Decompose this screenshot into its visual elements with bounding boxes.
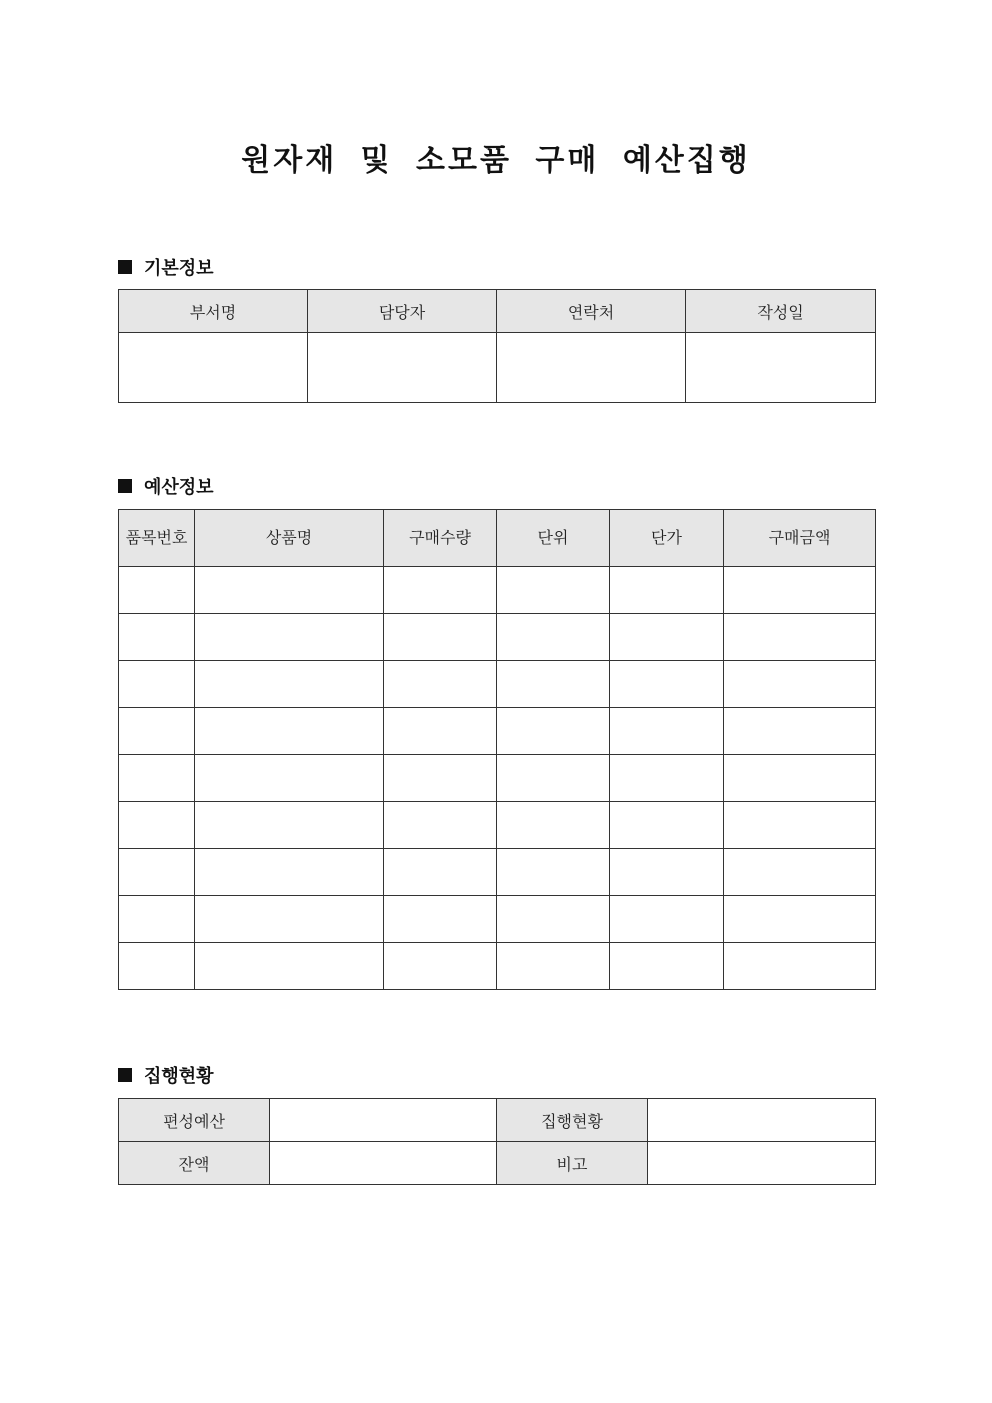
budget-info-table — [118, 509, 876, 990]
balance-label: 잔액 — [119, 1142, 270, 1185]
budget-row — [119, 802, 876, 849]
black-square-icon — [118, 260, 132, 274]
unit-price-cell[interactable] — [610, 661, 724, 708]
item-number-cell[interactable] — [119, 849, 195, 896]
purchase-amount-cell[interactable] — [724, 708, 876, 755]
execution-status-table — [118, 1098, 876, 1185]
document-title: 원자재 및 소모품 구매 예산집행 — [241, 143, 751, 178]
budget-row — [119, 943, 876, 990]
item-number-cell[interactable] — [119, 661, 195, 708]
header-product-name: 상품명 — [195, 510, 384, 567]
header-item-number: 품목번호 — [119, 510, 195, 567]
unit-cell[interactable] — [497, 849, 610, 896]
basic-info-heading — [118, 254, 214, 280]
planned-budget-field[interactable] — [270, 1099, 497, 1142]
budget-row — [119, 614, 876, 661]
header-date-written: 작성일 — [686, 290, 876, 333]
purchase-amount-cell[interactable] — [724, 802, 876, 849]
header-purchase-quantity: 구매수량 — [384, 510, 497, 567]
purchase-quantity-cell[interactable] — [384, 849, 497, 896]
budget-row — [119, 708, 876, 755]
unit-cell[interactable] — [497, 802, 610, 849]
purchase-quantity-cell[interactable] — [384, 943, 497, 990]
purchase-amount-cell[interactable] — [724, 614, 876, 661]
unit-cell[interactable] — [497, 661, 610, 708]
header-department: 부서명 — [119, 290, 308, 333]
item-number-cell[interactable] — [119, 802, 195, 849]
basic-info-header-row — [119, 290, 876, 333]
budget-table-body — [119, 567, 876, 990]
purchase-quantity-cell[interactable] — [384, 614, 497, 661]
purchase-quantity-cell[interactable] — [384, 708, 497, 755]
item-number-cell[interactable] — [119, 943, 195, 990]
black-square-icon — [118, 1068, 132, 1082]
basic-info-table — [118, 289, 876, 403]
basic-info-heading-label: 기본정보 — [144, 258, 214, 279]
purchase-quantity-cell[interactable] — [384, 896, 497, 943]
product-name-cell[interactable] — [195, 614, 384, 661]
execution-row-2 — [119, 1142, 876, 1185]
purchase-amount-cell[interactable] — [724, 567, 876, 614]
contact-field[interactable] — [497, 333, 686, 403]
unit-cell[interactable] — [497, 755, 610, 802]
department-field[interactable] — [119, 333, 308, 403]
budget-row — [119, 567, 876, 614]
header-unit: 단위 — [497, 510, 610, 567]
purchase-amount-cell[interactable] — [724, 896, 876, 943]
item-number-cell[interactable] — [119, 755, 195, 802]
remarks-field[interactable] — [648, 1142, 876, 1185]
product-name-cell[interactable] — [195, 896, 384, 943]
budget-header-row — [119, 510, 876, 567]
planned-budget-label: 편성예산 — [119, 1099, 270, 1142]
item-number-cell[interactable] — [119, 896, 195, 943]
unit-cell[interactable] — [497, 614, 610, 661]
purchase-quantity-cell[interactable] — [384, 755, 497, 802]
black-square-icon — [118, 479, 132, 493]
purchase-quantity-cell[interactable] — [384, 661, 497, 708]
unit-price-cell[interactable] — [610, 896, 724, 943]
unit-price-cell[interactable] — [610, 755, 724, 802]
execution-status-heading-label: 집행현황 — [144, 1066, 214, 1087]
budget-row — [119, 661, 876, 708]
unit-cell[interactable] — [497, 708, 610, 755]
budget-row — [119, 849, 876, 896]
product-name-cell[interactable] — [195, 943, 384, 990]
product-name-cell[interactable] — [195, 849, 384, 896]
execution-row-1 — [119, 1099, 876, 1142]
unit-price-cell[interactable] — [610, 802, 724, 849]
product-name-cell[interactable] — [195, 661, 384, 708]
purchase-quantity-cell[interactable] — [384, 567, 497, 614]
item-number-cell[interactable] — [119, 567, 195, 614]
basic-info-value-row — [119, 333, 876, 403]
item-number-cell[interactable] — [119, 614, 195, 661]
budget-row — [119, 896, 876, 943]
unit-price-cell[interactable] — [610, 849, 724, 896]
header-manager: 담당자 — [308, 290, 497, 333]
execution-status-label: 집행현황 — [497, 1099, 648, 1142]
unit-price-cell[interactable] — [610, 567, 724, 614]
date-written-field[interactable] — [686, 333, 876, 403]
header-purchase-amount: 구매금액 — [724, 510, 876, 567]
execution-status-heading — [118, 1062, 214, 1088]
manager-field[interactable] — [308, 333, 497, 403]
product-name-cell[interactable] — [195, 708, 384, 755]
execution-status-field[interactable] — [648, 1099, 876, 1142]
purchase-amount-cell[interactable] — [724, 661, 876, 708]
unit-cell[interactable] — [497, 943, 610, 990]
unit-price-cell[interactable] — [610, 943, 724, 990]
item-number-cell[interactable] — [119, 708, 195, 755]
header-contact: 연락처 — [497, 290, 686, 333]
unit-cell[interactable] — [497, 567, 610, 614]
product-name-cell[interactable] — [195, 567, 384, 614]
product-name-cell[interactable] — [195, 802, 384, 849]
purchase-amount-cell[interactable] — [724, 943, 876, 990]
unit-cell[interactable] — [497, 896, 610, 943]
purchase-quantity-cell[interactable] — [384, 802, 497, 849]
budget-row — [119, 755, 876, 802]
balance-field[interactable] — [270, 1142, 497, 1185]
unit-price-cell[interactable] — [610, 614, 724, 661]
budget-info-heading — [118, 473, 214, 499]
header-unit-price: 단가 — [610, 510, 724, 567]
unit-price-cell[interactable] — [610, 708, 724, 755]
remarks-label: 비고 — [497, 1142, 648, 1185]
product-name-cell[interactable] — [195, 755, 384, 802]
purchase-amount-cell[interactable] — [724, 755, 876, 802]
budget-info-heading-label: 예산정보 — [144, 477, 214, 498]
purchase-amount-cell[interactable] — [724, 849, 876, 896]
